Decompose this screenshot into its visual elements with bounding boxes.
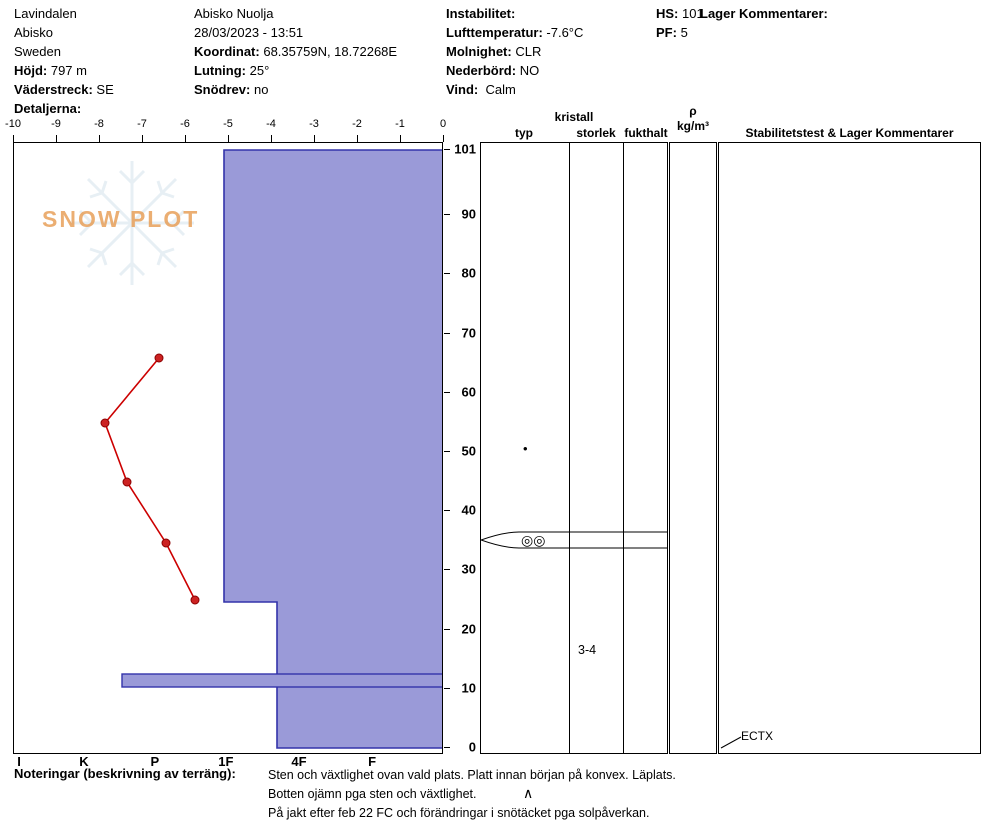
header-row xyxy=(14,99,114,118)
region-name: Abisko xyxy=(14,25,54,40)
header-row xyxy=(14,80,114,99)
header-row xyxy=(446,23,583,42)
depth-tick-label: 40 xyxy=(461,502,476,518)
note-line: Botten ojämn pga sten och växtlighet. xyxy=(268,787,477,801)
depth-tick-label: 60 xyxy=(461,384,476,400)
depth-tick-label: 0 xyxy=(468,739,476,755)
grain-table xyxy=(480,142,668,801)
temp-tick-label: 0 xyxy=(439,118,447,130)
temp-tick-label: -5 xyxy=(223,118,233,130)
header-column-weather xyxy=(446,4,583,99)
site-name: Lavindalen xyxy=(14,6,77,21)
details-label: Detaljerna: xyxy=(14,101,82,116)
snowdrift-label: Snödrev: xyxy=(194,82,251,97)
wind-value: Calm xyxy=(485,82,516,97)
snowdrift-value: no xyxy=(253,82,269,97)
note-line: På jakt efter feb 22 FC och förändringar i snötäcket pga solpåverkan. xyxy=(268,806,650,820)
temp-tick-mark xyxy=(314,135,315,142)
stability-test-label: ECTX xyxy=(741,729,774,743)
header-row xyxy=(446,4,583,23)
precipitation-label: Nederbörd: xyxy=(446,63,517,78)
temperature-series xyxy=(101,354,199,604)
notes-body xyxy=(268,766,676,823)
pf-value: 5 xyxy=(680,25,688,40)
depth-tick-mark xyxy=(444,629,450,630)
temp-tick-label: -6 xyxy=(180,118,190,130)
grain-layer-lines xyxy=(481,143,667,753)
header-row xyxy=(656,23,704,42)
depth-tick-label: 80 xyxy=(461,265,476,281)
depth-tick-mark xyxy=(444,273,450,274)
temp-tick-mark xyxy=(13,135,14,142)
depth-tick-mark xyxy=(444,214,450,215)
depth-tick-label: 50 xyxy=(461,443,476,459)
grain-storlek-cell: 3-4 xyxy=(578,643,597,657)
depth-tick-mark xyxy=(444,333,450,334)
country-name: Sweden xyxy=(14,44,61,59)
temp-tick-label: -2 xyxy=(352,118,362,130)
temp-tick-label: -9 xyxy=(51,118,61,130)
depth-tick-mark xyxy=(444,688,450,689)
hardness-tick-label: 4F xyxy=(291,754,307,769)
airtemp-value: -7.6°C xyxy=(546,25,584,40)
depth-tick-mark xyxy=(444,747,450,748)
temp-tick-mark xyxy=(228,135,229,142)
temp-tick-mark xyxy=(99,135,100,142)
header-row xyxy=(194,4,397,23)
storlek-header: storlek xyxy=(576,126,616,140)
slope-label: Lutning: xyxy=(194,63,246,78)
stability-marker-line xyxy=(719,143,980,753)
grain-typ-cell: ◎◎ xyxy=(521,532,546,548)
rho-unit-header: kg/m³ xyxy=(676,119,709,133)
hardness-tick-label: 1F xyxy=(218,754,234,769)
depth-tick-mark xyxy=(444,510,450,511)
header-row xyxy=(700,4,828,23)
slope-value: 25° xyxy=(249,63,270,78)
header-row xyxy=(656,4,704,23)
hardness-tick-label: K xyxy=(79,754,89,769)
cloudcover-label: Molnighet: xyxy=(446,44,512,59)
temp-tick-label: -4 xyxy=(266,118,276,130)
airtemp-label: Lufttemperatur: xyxy=(446,25,543,40)
header-row xyxy=(194,23,397,42)
depth-tick-mark xyxy=(444,149,450,150)
profile-name: Abisko Nuolja xyxy=(194,6,274,21)
temp-tick-mark xyxy=(400,135,401,142)
temp-tick-mark xyxy=(443,135,444,142)
aspect-value: SE xyxy=(96,82,114,97)
layer-comments-label: Lager Kommentarer: xyxy=(700,6,828,21)
temp-tick-mark xyxy=(185,135,186,142)
header-column-location xyxy=(14,4,114,118)
temp-tick-mark xyxy=(357,135,358,142)
depth-tick-label: 90 xyxy=(461,206,476,222)
header-row xyxy=(446,42,583,61)
depth-tick-mark xyxy=(444,451,450,452)
depth-tick-label: 30 xyxy=(461,561,476,577)
datetime-value: 28/03/2023 - 13:51 xyxy=(194,25,304,40)
header-column-snowdepth xyxy=(656,4,704,42)
precipitation-value: NO xyxy=(519,63,540,78)
header-row xyxy=(446,61,583,80)
header-row xyxy=(14,23,114,42)
wind-label: Vind: xyxy=(446,82,479,97)
temp-tick-mark xyxy=(142,135,143,142)
header-row xyxy=(194,80,397,99)
depth-tick-label: 20 xyxy=(461,621,476,637)
header-column-layer-comments xyxy=(700,4,828,23)
fukthalt-header: fukthalt xyxy=(624,126,668,140)
header-row xyxy=(194,42,397,61)
temp-tick-mark xyxy=(56,135,57,142)
temp-tick-label: -3 xyxy=(309,118,319,130)
header-row xyxy=(14,4,114,23)
profile-graphic xyxy=(14,143,443,754)
instability-label: Instabilitet: xyxy=(446,6,516,21)
hardness-tick-label: I xyxy=(17,754,21,769)
kristall-header: kristall xyxy=(554,110,594,124)
rho-header: ρ xyxy=(689,104,697,118)
header-column-site xyxy=(194,4,397,99)
hs-value: 101 xyxy=(682,6,704,21)
typ-header: typ xyxy=(515,126,533,140)
grain-typ-cell: ∧ xyxy=(523,785,534,801)
header-row xyxy=(194,61,397,80)
pf-label: PF: xyxy=(656,25,677,40)
aspect-label: Väderstreck: xyxy=(14,82,93,97)
temp-tick-label: -8 xyxy=(94,118,104,130)
stability-column xyxy=(718,142,981,754)
coordinate-value: 68.35759N, 18.72268E xyxy=(263,44,398,59)
watermark-label: SNOW PLOT xyxy=(42,206,200,232)
hardness-tick-label: F xyxy=(368,754,377,769)
temp-tick-label: -7 xyxy=(137,118,147,130)
depth-tick-label: 101 xyxy=(454,141,476,157)
temp-tick-label: -10 xyxy=(5,118,21,130)
temp-tick-label: -1 xyxy=(395,118,405,130)
depth-tick-mark xyxy=(444,569,450,570)
snow-profile-plot xyxy=(13,142,443,754)
note-line: Sten och växtlighet ovan vald plats. Platt innan början på konvex. Läplats. xyxy=(268,768,676,782)
coordinate-label: Koordinat: xyxy=(194,44,260,59)
temperature-axis xyxy=(5,118,447,142)
notes-label: Noteringar (beskrivning av terräng): xyxy=(14,766,236,781)
depth-tick-label: 70 xyxy=(461,325,476,341)
header-row xyxy=(14,42,114,61)
header-row xyxy=(14,61,114,80)
hardness-tick-label: P xyxy=(150,754,160,769)
hardness-area xyxy=(122,150,443,748)
temp-tick-mark xyxy=(271,135,272,142)
stability-header: Stabilitetstest & Lager Kommentarer xyxy=(745,126,954,140)
depth-tick-mark xyxy=(444,392,450,393)
depth-tick-label: 10 xyxy=(461,680,476,696)
cloudcover-value: CLR xyxy=(515,44,542,59)
density-column xyxy=(669,142,717,754)
elevation-value: 797 m xyxy=(50,63,87,78)
grain-typ-cell: • xyxy=(523,441,528,456)
header-row xyxy=(446,80,583,99)
elevation-label: Höjd: xyxy=(14,63,48,78)
hs-label: HS: xyxy=(656,6,679,21)
depth-axis xyxy=(444,142,478,754)
